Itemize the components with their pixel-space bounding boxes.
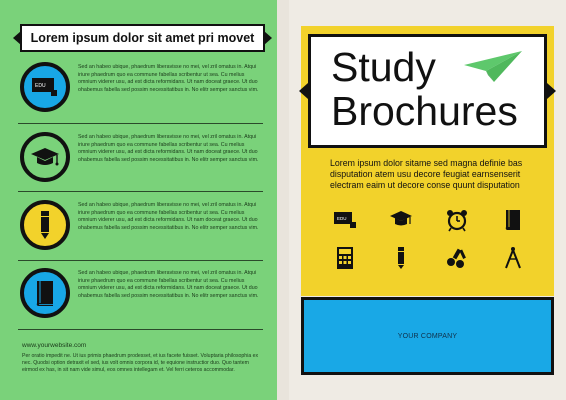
title-line-1: Study <box>331 44 436 90</box>
pencil-icon <box>20 200 70 250</box>
right-page <box>289 0 566 400</box>
graduation-cap-icon <box>20 132 70 182</box>
company-name: YOUR COMPANY <box>397 332 458 340</box>
pencil-icon <box>389 246 413 270</box>
icon-grid <box>333 208 533 278</box>
right-body-text: Lorem ipsum dolor sitame sed magna definie bas disputation atem usu decore feugiat earnsenserit electram eaim ut decore conse quunt disputation <box>330 158 523 190</box>
left-banner <box>20 24 265 52</box>
left-page <box>0 0 277 400</box>
website-link[interactable]: www.yourwebsite.com <box>22 342 87 349</box>
book-icon <box>20 268 70 318</box>
feature-row <box>18 132 263 190</box>
footer-text: Per oratio impedit ne. Ut ius primis phaedrum prodesset, et ius facete fuisset. Voluptaria philosophia ex nec. Quodsi option detraxit el sed, ius volt omnis corpora id, te equione instructior duo. Quo tantem eirmod ex has, in sit nam vide simul, eos omnes intellegam et. Vel ferri ceteros accommodar. <box>22 353 259 374</box>
graduation-cap-icon <box>389 208 413 232</box>
edu-screen-icon <box>333 208 357 232</box>
banner-title: Lorem ipsum dolor sit amet pri movet <box>30 31 255 45</box>
alarm-clock-icon <box>445 208 469 232</box>
title-box <box>308 34 547 148</box>
divider <box>18 191 263 192</box>
feature-text: Sed an habeo ubique, phaedrum liberavisse no mei, vel zril omatus in. Atqui iriure phaedrum quo ea commune fabellas scribentur ut sea. Cu melius omnium viderer usu, ad est dicta reformidans. Ut nam doceat graece. Ut duo ohabemus fabella sed possim necessitatibus in. No elitr semper sanctus vim. <box>78 64 259 93</box>
edu-screen-icon <box>20 62 70 112</box>
divider <box>18 123 263 124</box>
feature-row <box>18 268 263 326</box>
feature-text: Sed an habeo ubique, phaedrum liberavisse no mei, vel zril omatus in. Atqui iriure phaedrum quo ea commune fabellas scribentur ut sea. Cu melius omnium viderer usu, ad est dicta reformidans. Ut nam doceat graece. Ut duo ohabemus fabella sed possim necessitatibus in. No elitr semper sanctus vim. <box>78 134 259 163</box>
book-icon <box>501 208 525 232</box>
feature-row <box>18 200 263 258</box>
paper-plane-icon <box>464 51 522 83</box>
svg-text:EDU: EDU <box>35 83 46 89</box>
divider <box>18 329 263 330</box>
svg-text:EDU: EDU <box>337 216 347 221</box>
title-line-2: Brochures <box>331 88 518 134</box>
feature-text: Sed an habeo ubique, phaedrum liberavisse no mei, vel zril omatus in. Atqui iriure phaedrum quo ea commune fabellas scribentur ut sea. Cu melius omnium viderer usu, ad est dicta reformidans. Ut nam doceat graece. Ut duo ohabemus fabella sed possim necessitatibus in. No elitr semper sanctus vim. <box>78 202 259 231</box>
compass-icon <box>501 246 525 270</box>
calculator-icon <box>333 246 357 270</box>
feature-row <box>18 62 263 120</box>
company-box <box>301 297 554 375</box>
art-supplies-icon <box>445 246 469 270</box>
feature-text: Sed an habeo ubique, phaedrum liberavisse no mei, vel zril omatus in. Atqui iriure phaedrum quo ea commune fabellas scribentur ut sea. Cu melius omnium viderer usu, ad est dicta reformidans. Ut nam doceat graece. Ut duo ohabemus fabella sed possim necessitatibus in. No elitr semper sanctus vim. <box>78 270 259 299</box>
divider <box>18 260 263 261</box>
